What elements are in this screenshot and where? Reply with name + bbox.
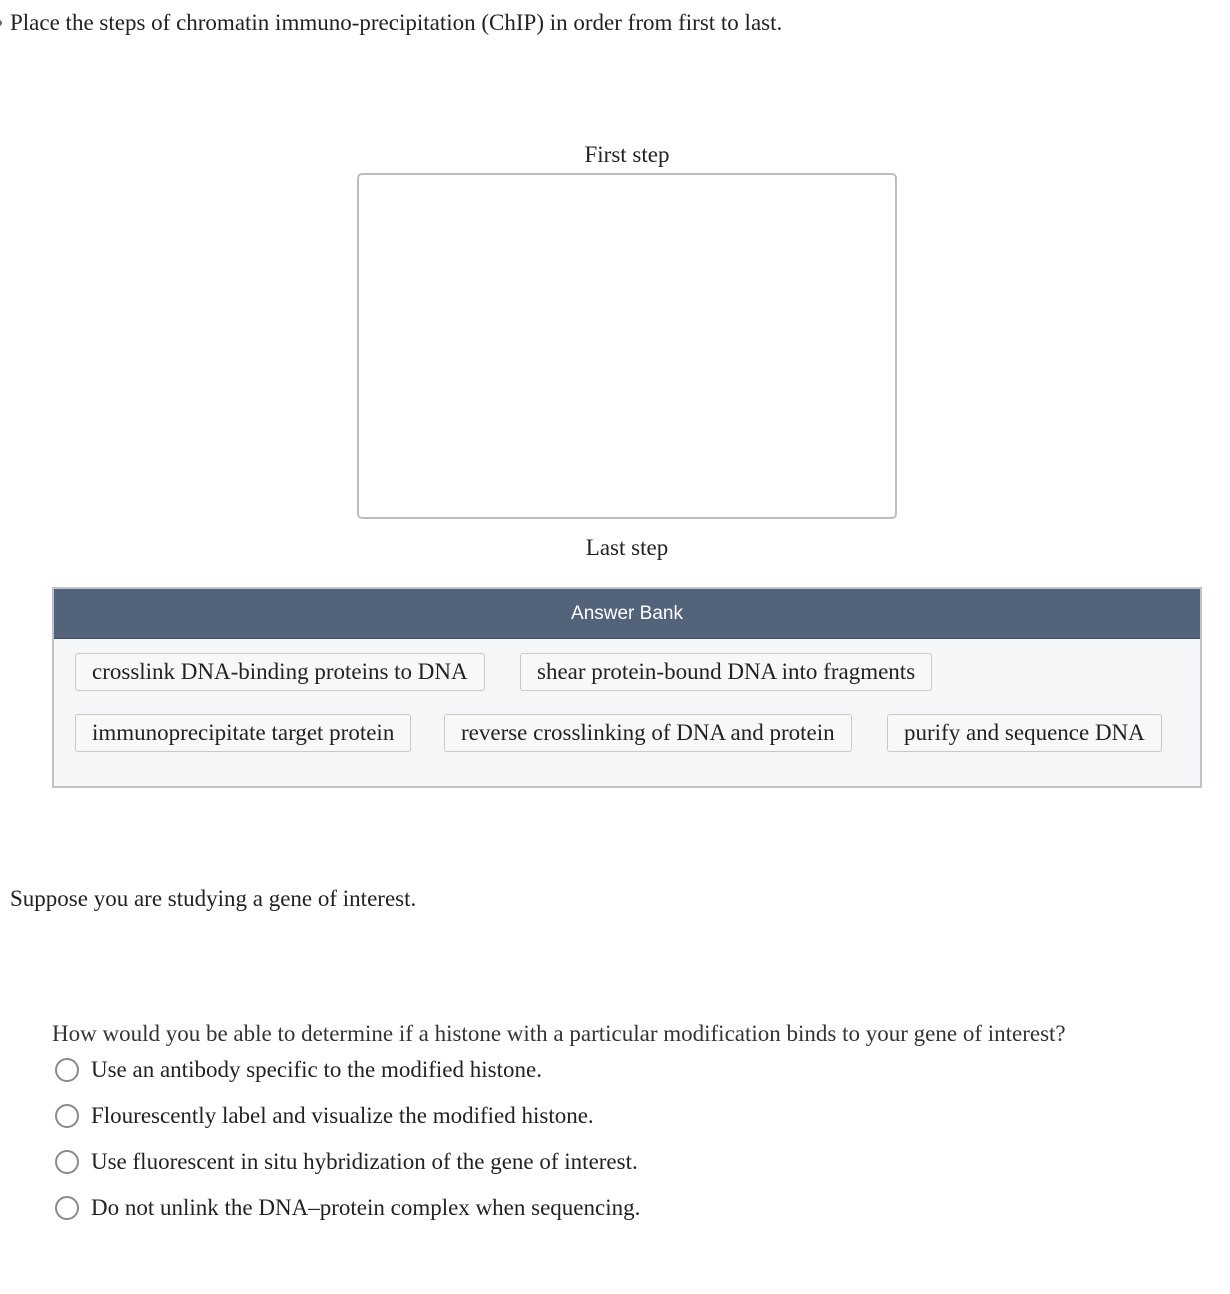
last-step-label: Last step — [585, 535, 669, 560]
answer-option[interactable] — [55, 1147, 638, 1177]
option-label: Use an antibody specific to the modified histone. — [91, 1057, 542, 1082]
answer-bank-title: Answer Bank — [54, 589, 1200, 639]
answer-chip[interactable]: purify and sequence DNA — [887, 714, 1162, 752]
answer-chip[interactable]: reverse crosslinking of DNA and protein — [444, 714, 852, 752]
first-step-label: First step — [584, 142, 670, 167]
question-bullet — [0, 20, 2, 26]
question-prompt: Place the steps of chromatin immuno-precipitation (ChIP) in order from first to last. — [10, 10, 783, 35]
option-label: Do not unlink the DNA–protein complex when sequencing. — [91, 1195, 641, 1220]
radio-button[interactable] — [55, 1150, 79, 1174]
radio-button[interactable] — [55, 1104, 79, 1128]
radio-button[interactable] — [55, 1058, 79, 1082]
radio-button[interactable] — [55, 1196, 79, 1220]
question2-intro: Suppose you are studying a gene of interest. — [10, 886, 417, 911]
answer-option[interactable] — [55, 1193, 640, 1223]
answer-chip[interactable]: shear protein-bound DNA into fragments — [520, 653, 932, 691]
answer-bank-items — [54, 639, 1200, 786]
answer-option[interactable] — [55, 1055, 542, 1085]
answer-option[interactable] — [55, 1101, 594, 1131]
answer-chip[interactable]: crosslink DNA-binding proteins to DNA — [75, 653, 485, 691]
question2-prompt: How would you be able to determine if a histone with a particular modification binds to your gene of interest? — [52, 1021, 1066, 1046]
option-label: Use fluorescent in situ hybridization of the gene of interest. — [91, 1149, 638, 1174]
answer-bank — [52, 587, 1202, 788]
answer-chip[interactable]: immunoprecipitate target protein — [75, 714, 411, 752]
option-label: Flourescently label and visualize the modified histone. — [91, 1103, 594, 1128]
ordering-drop-zone[interactable] — [357, 173, 897, 519]
